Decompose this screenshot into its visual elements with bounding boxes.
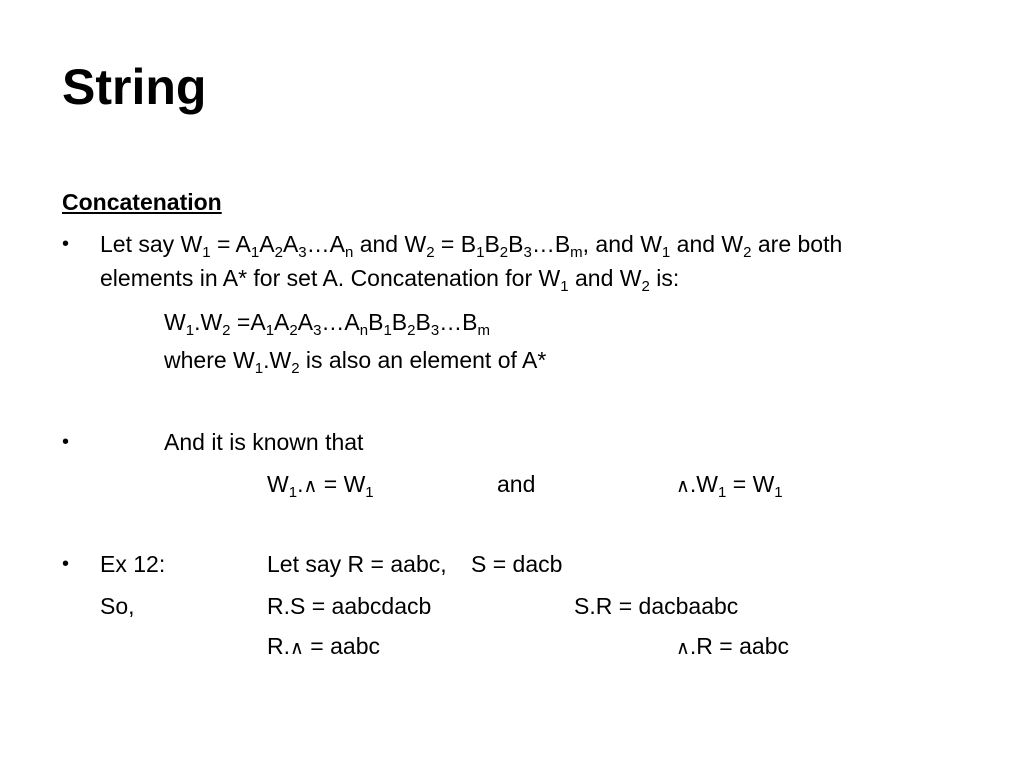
known-that-line: And it is known that xyxy=(164,429,364,455)
empty-string-symbol: ∧ xyxy=(676,638,690,659)
result-sr: S.R = dacbaabc xyxy=(574,593,739,619)
result-r-empty: R.∧ = aabc xyxy=(267,633,381,659)
example-label: Ex 12: xyxy=(100,551,166,577)
slide-title: String xyxy=(62,59,207,115)
so-label: So, xyxy=(100,593,135,619)
section-heading: Concatenation xyxy=(62,189,222,215)
concat-where-line: where $W_1.W_2$ is also an element of A* xyxy=(164,347,547,377)
concat-definition-line-2: elements in A* for set A. Concatenation for $W_1$ and $W_2$ is: xyxy=(100,265,680,295)
empty-string-symbol: ∧ xyxy=(290,638,304,659)
bullet-3: • xyxy=(62,553,70,575)
bullet-2: • xyxy=(62,431,70,453)
example-given-r: Let say R = aabc, xyxy=(267,551,447,577)
identity-right: $\wedge.W_1 = W_1$ xyxy=(676,471,783,501)
bullet-1: • xyxy=(62,233,70,255)
concat-formula: $W_1.W_2$ $=A_1A_2A_3\dots A_nB_1B_2B_3\dots B_m$ xyxy=(164,309,490,339)
empty-string-symbol: ∧ xyxy=(676,476,690,497)
identity-left: $W_1.\wedge = W_1$ xyxy=(267,471,374,501)
example-given-s: S = dacb xyxy=(471,551,563,577)
concat-definition-line-1: Let say $W_1$ = $A_1A_2A_3\dots A_n$ and $W_2$ = $B_1B_2B_3\dots B_m$, and $W_1$ and $W_2$ are both xyxy=(100,231,843,261)
result-empty-r: ∧.R = aabc xyxy=(676,633,790,659)
result-rs: R.S = aabcdacb xyxy=(267,593,432,619)
and-word: and xyxy=(497,471,536,497)
empty-string-symbol: ∧ xyxy=(303,476,318,497)
